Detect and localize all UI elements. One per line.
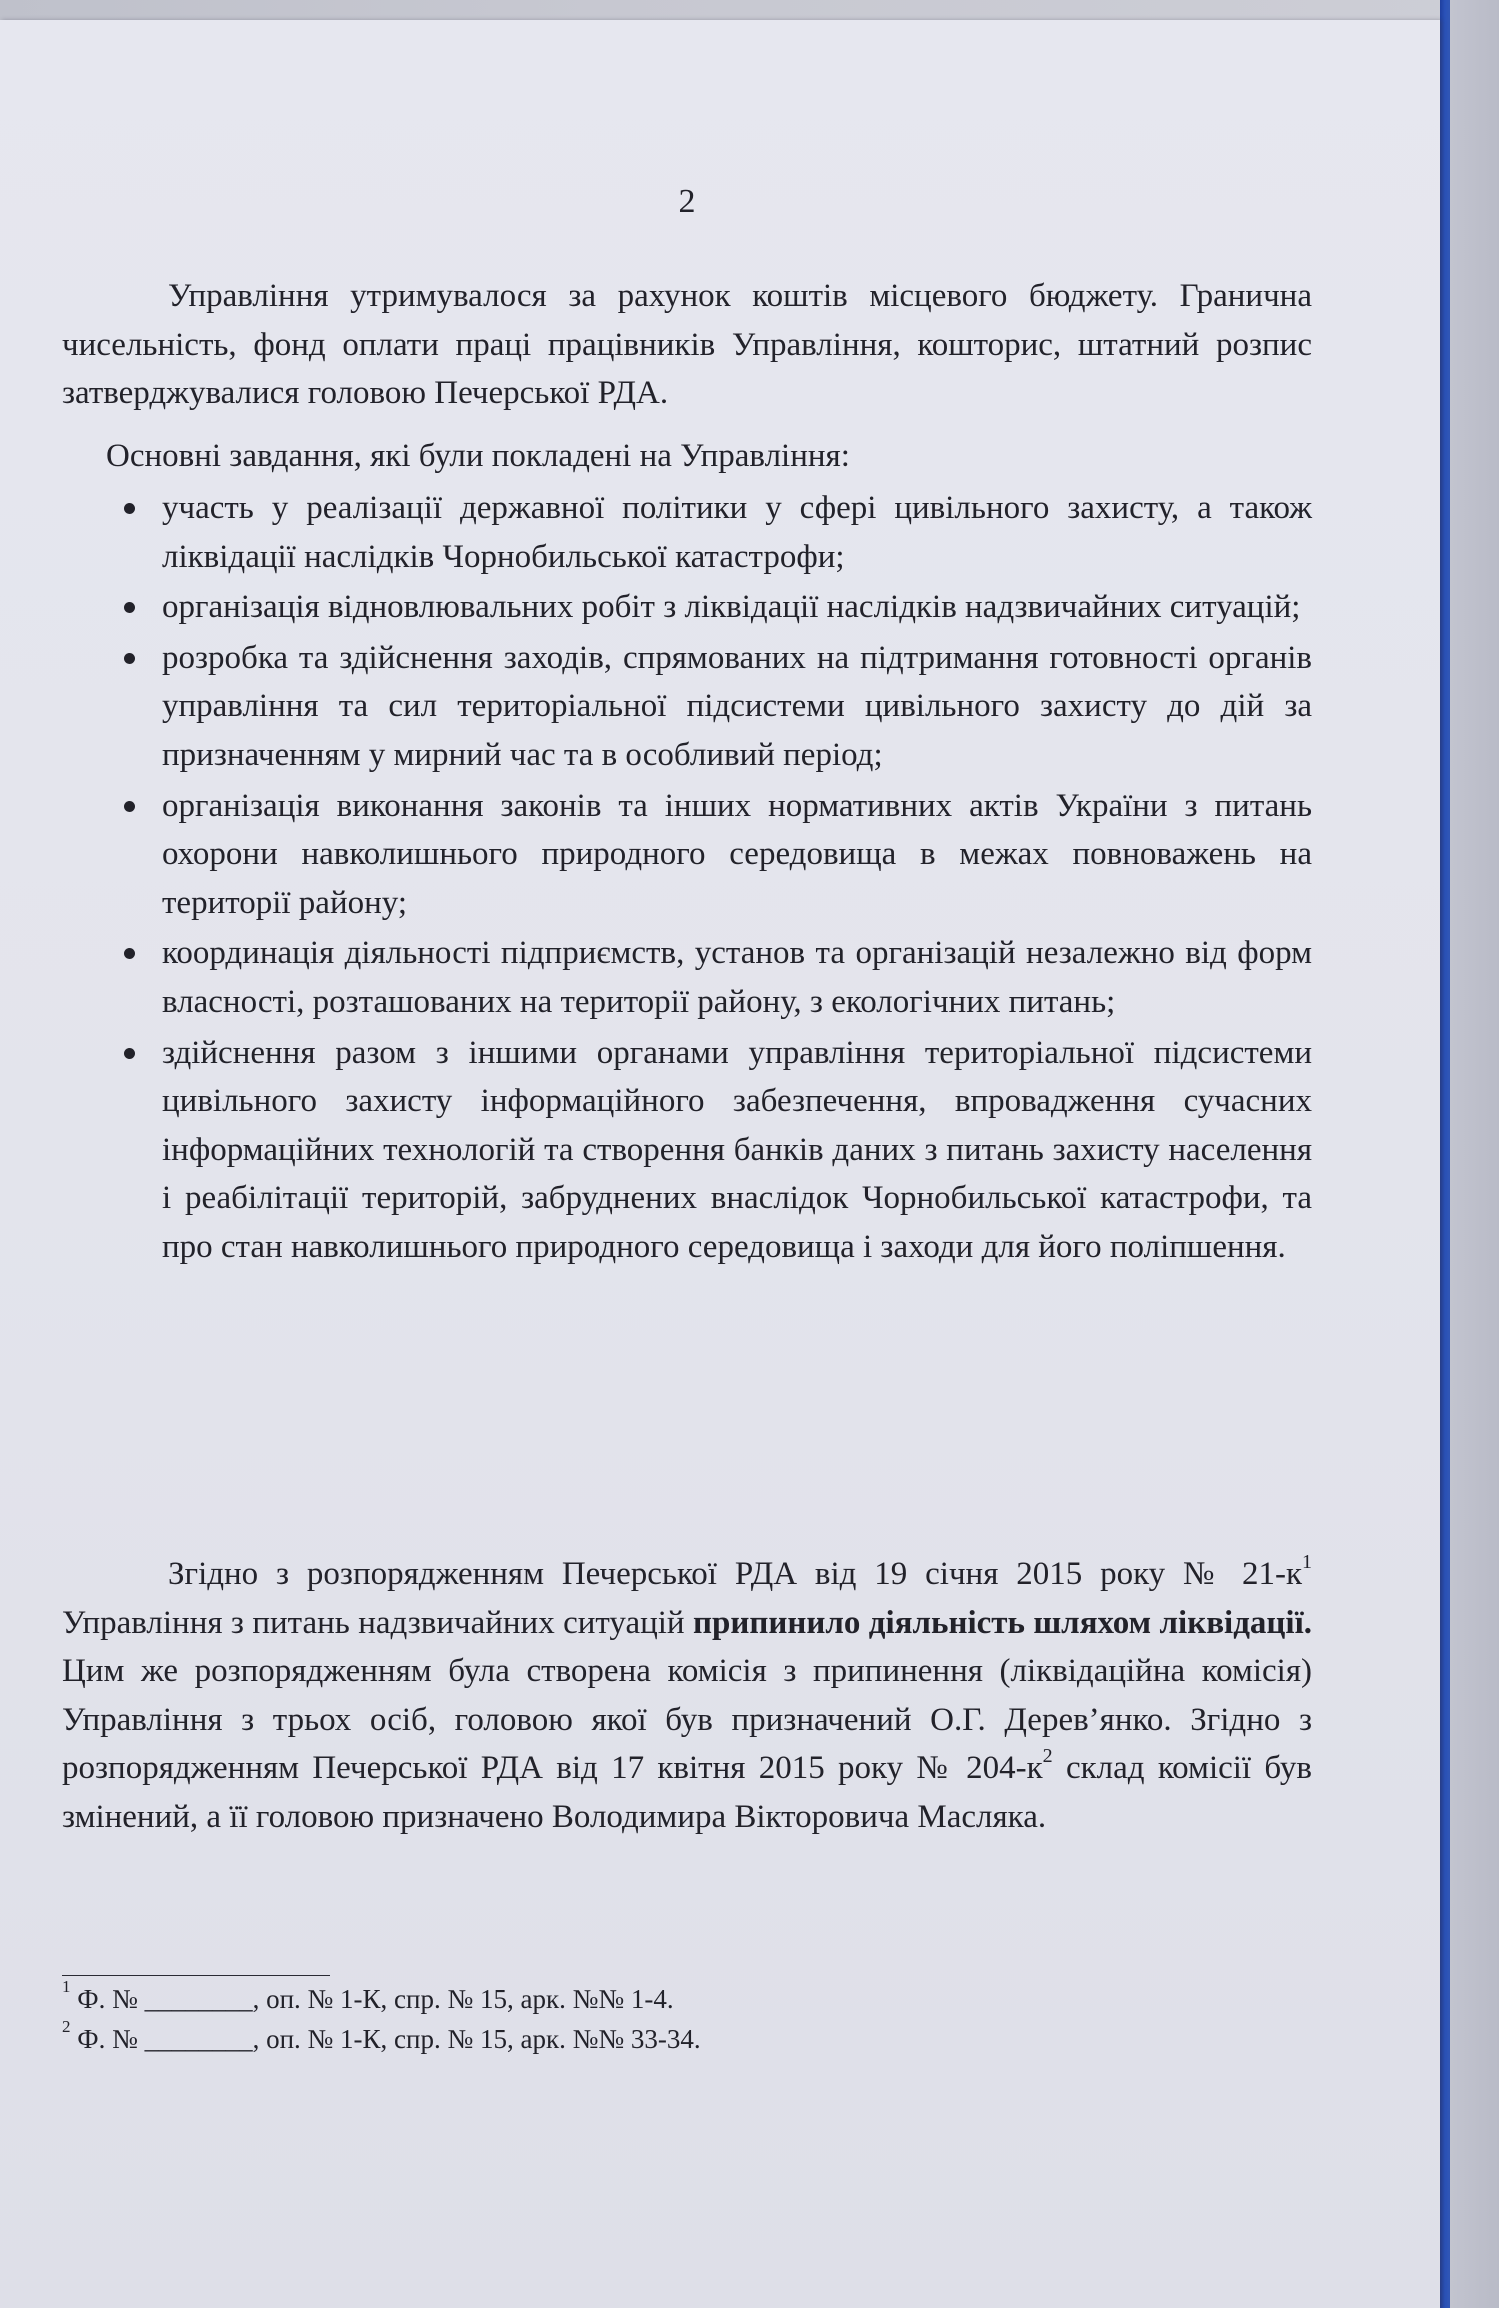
footnote-1 <box>62 1977 674 2018</box>
footnote-ref-1: 1 <box>1302 1551 1312 1573</box>
liquidation-text-3: Цим же розпорядженням була створена комісія з припинення (ліквідаційна комісія) Управління з трьох осіб, головою якої був призначений О.Г. Дерев’янко. Згідно з розпорядженням Печерської РДА від 17 квітня 2015 року № 204-к <box>62 1653 1312 1787</box>
task-text: координація діяльності підприємств, установ та організацій незалежно від форм власності, розташованих на території району, з екологічних питань; <box>162 935 1312 1020</box>
list-item <box>62 1029 1312 1272</box>
liquidation-emphasis: припинило діяльність шляхом ліквідації. <box>692 1604 1312 1641</box>
footnote-text: Ф. № ________, оп. № 1-К, спр. № 15, арк. №№ 1-4. <box>70 1984 674 2014</box>
footnote-2 <box>62 2017 701 2058</box>
footnote-ref-2: 2 <box>1042 1745 1053 1768</box>
bullet-icon <box>124 503 135 514</box>
document-page <box>0 20 1440 2308</box>
liquidation-text-1: Згідно з розпорядженням Печерської РДА від 19 січня 2015 року № 21-к <box>168 1556 1302 1592</box>
task-text: участь у реалізації державної політики у сфері цивільного захисту, а також ліквідації наслідків Чорнобильської катастрофи; <box>162 490 1312 575</box>
task-text: організація виконання законів та інших нормативних актів України з питань охорони навколишнього природного середовища в межах повноважень на території району; <box>162 787 1312 921</box>
footnote-text: Ф. № ________, оп. № 1-К, спр. № 15, арк. №№ 33-34. <box>70 2024 701 2054</box>
list-item <box>62 929 1312 1026</box>
list-item <box>62 782 1312 928</box>
background-surface <box>1450 0 1499 2308</box>
liquidation-text-2: Управління з питань надзвичайних ситуацій <box>62 1604 693 1641</box>
page-number: 2 <box>678 183 696 220</box>
bullet-icon <box>124 801 135 812</box>
footnote-separator <box>62 1975 330 1976</box>
list-item <box>62 583 1312 632</box>
budget-paragraph: Управління утримувалося за рахунок коштів місцевого бюджету. Гранична чисельність, фонд оплати праці працівників Управління, кошторис, штатний розпис затверджувалися головою Печерської РДА. <box>62 278 1312 412</box>
binder-edge <box>1440 0 1450 2308</box>
list-item <box>62 634 1312 780</box>
footnote-mark: 2 <box>62 2017 71 2036</box>
tasks-list <box>62 484 1312 1272</box>
task-text: організація відновлювальних робіт з ліквідації наслідків надзвичайних ситуацій; <box>162 589 1301 626</box>
liquidation-paragraph <box>62 1550 1312 1842</box>
liquidation-text-4: склад комісії був змінений, а її головою призначено Володимира Вікторовича Масляка. <box>62 1750 1312 1835</box>
bullet-icon <box>124 653 135 664</box>
bullet-icon <box>124 602 135 613</box>
tasks-lead: Основні завдання, які були покладені на Управління: <box>106 438 850 474</box>
task-text: здійснення разом з іншими органами управління територіальної підсистеми цивільного захисту інформаційного забезпечення, впровадження сучасних інформаційних технологій та створення банків даних з питань захисту населення і реабілітації територій, забруднених внаслідок Чорнобильської катастрофи, та про стан навколишнього природного середовища і заходи для його поліпшення. <box>162 1034 1312 1265</box>
footnote-mark: 1 <box>62 1977 71 1996</box>
bullet-icon <box>124 1048 135 1059</box>
list-item <box>62 484 1312 581</box>
task-text: розробка та здійснення заходів, спрямованих на підтримання готовності органів управління та сил територіальної підсистеми цивільного захисту до дій за призначенням у мирний час та в особливий період; <box>162 639 1312 773</box>
bullet-icon <box>124 948 135 959</box>
